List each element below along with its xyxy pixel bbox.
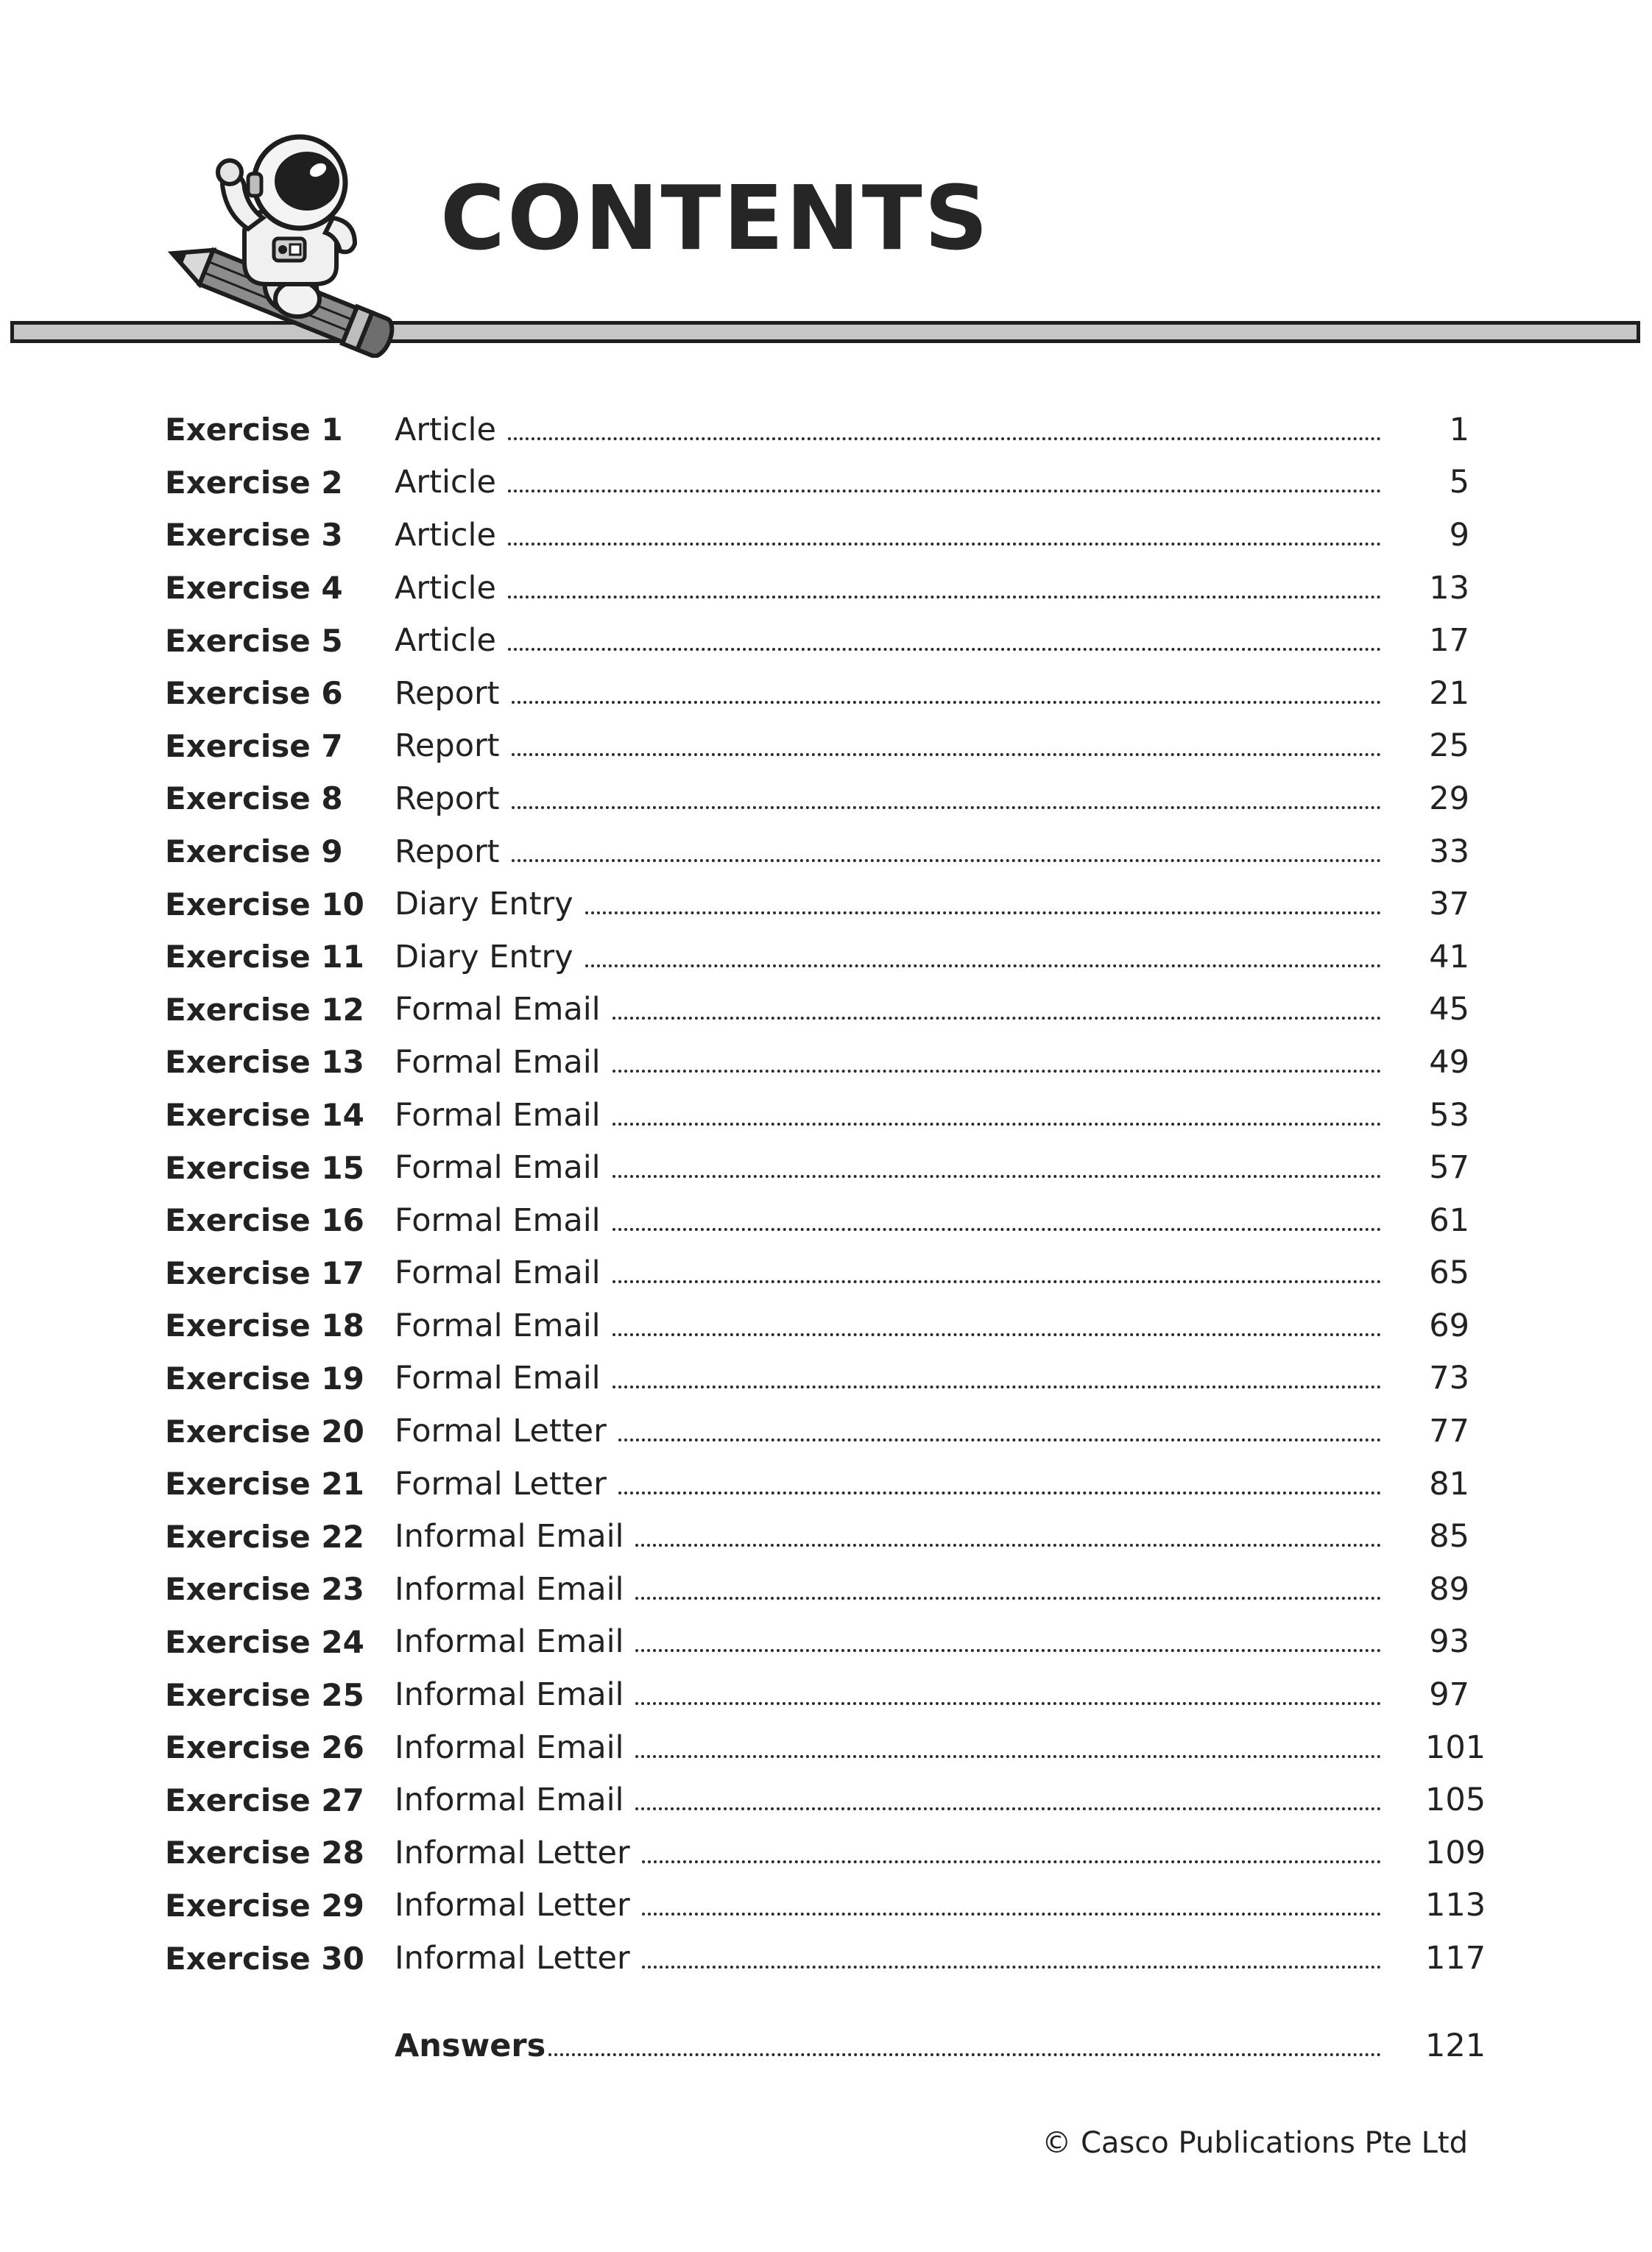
exercise-topic: Diary Entry xyxy=(395,938,573,975)
page-number: 81 xyxy=(1429,1465,1469,1503)
page-number: 41 xyxy=(1429,938,1469,975)
exercise-label: Exercise 10 xyxy=(165,886,364,922)
toc-row[interactable] xyxy=(165,1721,1486,1774)
exercise-label: Exercise 17 xyxy=(165,1254,364,1291)
toc-row[interactable] xyxy=(165,1352,1469,1405)
page-number: 69 xyxy=(1429,1307,1469,1344)
exercise-label: Exercise 8 xyxy=(165,780,343,817)
page-number: 9 xyxy=(1449,516,1469,554)
page-number: 29 xyxy=(1429,780,1469,817)
dot-leader xyxy=(512,859,1381,862)
exercise-label: Exercise 2 xyxy=(165,464,343,501)
exercise-topic: Diary Entry xyxy=(395,886,573,923)
exercise-topic: Article xyxy=(395,464,496,501)
dot-leader xyxy=(635,1807,1381,1810)
exercise-topic: Article xyxy=(395,622,496,660)
exercise-label: Exercise 3 xyxy=(165,517,343,554)
exercise-label: Exercise 27 xyxy=(165,1782,364,1818)
page-number: 89 xyxy=(1429,1570,1469,1608)
exercise-label: Exercise 20 xyxy=(165,1413,364,1450)
dot-leader xyxy=(512,701,1381,704)
dot-leader xyxy=(613,1280,1381,1283)
exercise-label: Exercise 1 xyxy=(165,412,343,448)
exercise-topic: Informal Email xyxy=(395,1570,624,1608)
exercise-topic: Article xyxy=(395,411,496,448)
page-number: 21 xyxy=(1429,674,1469,712)
copyright-notice: © Casco Publications Pte Ltd xyxy=(1042,2126,1468,2160)
page-number: 93 xyxy=(1429,1623,1469,1661)
dot-leader xyxy=(635,1755,1381,1758)
page-number: 73 xyxy=(1429,1360,1469,1397)
dot-leader xyxy=(613,1175,1381,1178)
page-number: 5 xyxy=(1449,464,1469,501)
exercise-label: Exercise 11 xyxy=(165,939,364,975)
toc-row[interactable] xyxy=(165,984,1469,1037)
exercise-label: Exercise 26 xyxy=(165,1729,364,1766)
exercise-topic: Formal Email xyxy=(395,1043,601,1081)
toc-row[interactable] xyxy=(165,1616,1469,1669)
page-number: 49 xyxy=(1429,1043,1469,1081)
page-number: 37 xyxy=(1429,886,1469,923)
toc-row[interactable] xyxy=(165,1510,1469,1563)
dot-leader xyxy=(635,1702,1381,1705)
toc-row[interactable] xyxy=(165,878,1469,931)
page-number: 101 xyxy=(1425,1729,1486,1766)
page-number: 17 xyxy=(1429,622,1469,660)
exercise-topic: Report xyxy=(395,727,500,765)
exercise-label: Exercise 16 xyxy=(165,1202,364,1239)
exercise-label: Exercise 5 xyxy=(165,622,343,659)
dot-leader xyxy=(508,490,1381,493)
toc-row[interactable] xyxy=(165,667,1469,720)
dot-leader xyxy=(613,1123,1381,1126)
page-number: 65 xyxy=(1429,1254,1469,1292)
page-number: 77 xyxy=(1429,1413,1469,1450)
dot-leader xyxy=(585,964,1381,967)
toc-row[interactable] xyxy=(165,1826,1486,1879)
exercise-topic: Formal Email xyxy=(395,1201,601,1239)
page-number: 105 xyxy=(1425,1782,1486,1819)
dot-leader xyxy=(585,911,1381,914)
exercise-label: Exercise 13 xyxy=(165,1044,364,1081)
dot-leader xyxy=(635,1597,1381,1600)
page-number: 13 xyxy=(1429,569,1469,607)
page-number: 25 xyxy=(1429,727,1469,765)
exercise-topic: Formal Email xyxy=(395,1254,601,1292)
page-number: 53 xyxy=(1429,1096,1469,1134)
exercise-label: Exercise 22 xyxy=(165,1518,364,1555)
toc-row[interactable] xyxy=(165,1141,1469,1194)
exercise-topic: Formal Email xyxy=(395,991,601,1028)
page-number: 61 xyxy=(1429,1201,1469,1239)
dot-leader xyxy=(613,1386,1381,1388)
exercise-topic: Formal Letter xyxy=(395,1413,607,1450)
exercise-label: Exercise 9 xyxy=(165,833,343,870)
exercise-label: Exercise 23 xyxy=(165,1571,364,1608)
toc-row[interactable] xyxy=(165,1194,1469,1247)
page-number: 85 xyxy=(1429,1518,1469,1556)
exercise-label: Exercise 18 xyxy=(165,1307,364,1344)
toc-row[interactable] xyxy=(165,1668,1469,1721)
exercise-topic: Informal Email xyxy=(395,1518,624,1556)
exercise-topic: Formal Email xyxy=(395,1096,601,1134)
toc-row[interactable] xyxy=(165,614,1469,667)
toc-row[interactable] xyxy=(165,825,1469,878)
dot-leader xyxy=(613,1070,1381,1073)
page-number: 97 xyxy=(1429,1676,1469,1714)
exercise-label: Exercise 30 xyxy=(165,1940,364,1977)
exercise-topic: Informal Email xyxy=(395,1729,624,1766)
exercise-label: Exercise 14 xyxy=(165,1097,364,1134)
toc-row[interactable] xyxy=(165,1879,1486,1932)
page-number: 113 xyxy=(1425,1887,1486,1924)
dot-leader xyxy=(635,1649,1381,1652)
toc-row[interactable] xyxy=(165,1036,1469,1089)
toc-row[interactable] xyxy=(165,1247,1469,1300)
toc-row[interactable] xyxy=(165,1299,1469,1352)
page-number: 109 xyxy=(1425,1834,1486,1871)
toc-row[interactable] xyxy=(165,772,1469,825)
dot-leader xyxy=(512,806,1381,809)
toc-row[interactable] xyxy=(165,456,1469,509)
dot-leader xyxy=(635,1544,1381,1547)
exercise-topic: Article xyxy=(395,516,496,554)
exercise-topic: Informal Letter xyxy=(395,1834,630,1871)
exercise-label: Exercise 24 xyxy=(165,1623,364,1660)
dot-leader xyxy=(642,1966,1381,1969)
dot-leader xyxy=(508,596,1381,599)
exercise-topic: Informal Email xyxy=(395,1676,624,1714)
page-number: 45 xyxy=(1429,991,1469,1028)
dot-leader xyxy=(512,753,1381,756)
dot-leader xyxy=(508,437,1381,440)
dot-leader xyxy=(618,1492,1381,1494)
dot-leader xyxy=(613,1017,1381,1020)
exercise-label: Exercise 29 xyxy=(165,1887,364,1924)
exercise-topic: Formal Letter xyxy=(395,1465,607,1503)
dot-leader xyxy=(548,2053,1381,2056)
dot-leader xyxy=(642,1913,1381,1916)
dot-leader xyxy=(642,1860,1381,1863)
page-number: 121 xyxy=(1425,2027,1486,2064)
exercise-topic: Report xyxy=(395,833,500,870)
page-number: 57 xyxy=(1429,1149,1469,1187)
exercise-topic: Report xyxy=(395,780,500,817)
exercise-label: Exercise 7 xyxy=(165,727,343,764)
toc-row[interactable] xyxy=(165,403,1469,456)
exercise-topic: Formal Email xyxy=(395,1360,601,1397)
toc-row[interactable] xyxy=(165,1932,1486,1985)
toc-row[interactable] xyxy=(165,1458,1469,1511)
exercise-topic: Report xyxy=(395,674,500,712)
exercise-topic: Informal Email xyxy=(395,1782,624,1819)
toc-row[interactable] xyxy=(165,1563,1469,1616)
table-of-contents xyxy=(165,403,1486,2072)
toc-row[interactable] xyxy=(165,1773,1486,1826)
toc-row[interactable] xyxy=(165,1089,1469,1142)
page-number: 1 xyxy=(1449,411,1469,448)
page-number: 33 xyxy=(1429,833,1469,870)
exercise-label: Exercise 19 xyxy=(165,1360,364,1397)
dot-leader xyxy=(508,543,1381,546)
toc-row-answers[interactable] xyxy=(395,2019,1486,2072)
astronaut-on-pencil-icon xyxy=(156,130,414,358)
answers-label: Answers xyxy=(395,2027,546,2064)
exercise-topic: Formal Email xyxy=(395,1307,601,1344)
exercise-label: Exercise 4 xyxy=(165,570,343,607)
page-title: CONTENTS xyxy=(440,168,991,270)
toc-row[interactable] xyxy=(165,509,1469,562)
exercise-label: Exercise 25 xyxy=(165,1676,364,1713)
exercise-topic: Informal Email xyxy=(395,1623,624,1661)
exercise-topic: Informal Letter xyxy=(395,1887,630,1924)
dot-leader xyxy=(613,1228,1381,1231)
dot-leader xyxy=(613,1333,1381,1336)
toc-row[interactable] xyxy=(165,562,1469,615)
exercise-label: Exercise 21 xyxy=(165,1466,364,1503)
toc-row[interactable] xyxy=(165,720,1469,773)
exercise-topic: Informal Letter xyxy=(395,1940,630,1977)
exercise-topic: Formal Email xyxy=(395,1149,601,1187)
exercise-label: Exercise 15 xyxy=(165,1149,364,1186)
exercise-label: Exercise 28 xyxy=(165,1835,364,1871)
toc-row[interactable] xyxy=(165,931,1469,984)
dot-leader xyxy=(508,648,1381,651)
dot-leader xyxy=(618,1439,1381,1441)
exercise-label: Exercise 6 xyxy=(165,675,343,712)
exercise-label: Exercise 12 xyxy=(165,991,364,1028)
page-number: 117 xyxy=(1425,1940,1486,1977)
toc-row[interactable] xyxy=(165,1405,1469,1458)
exercise-topic: Article xyxy=(395,569,496,607)
